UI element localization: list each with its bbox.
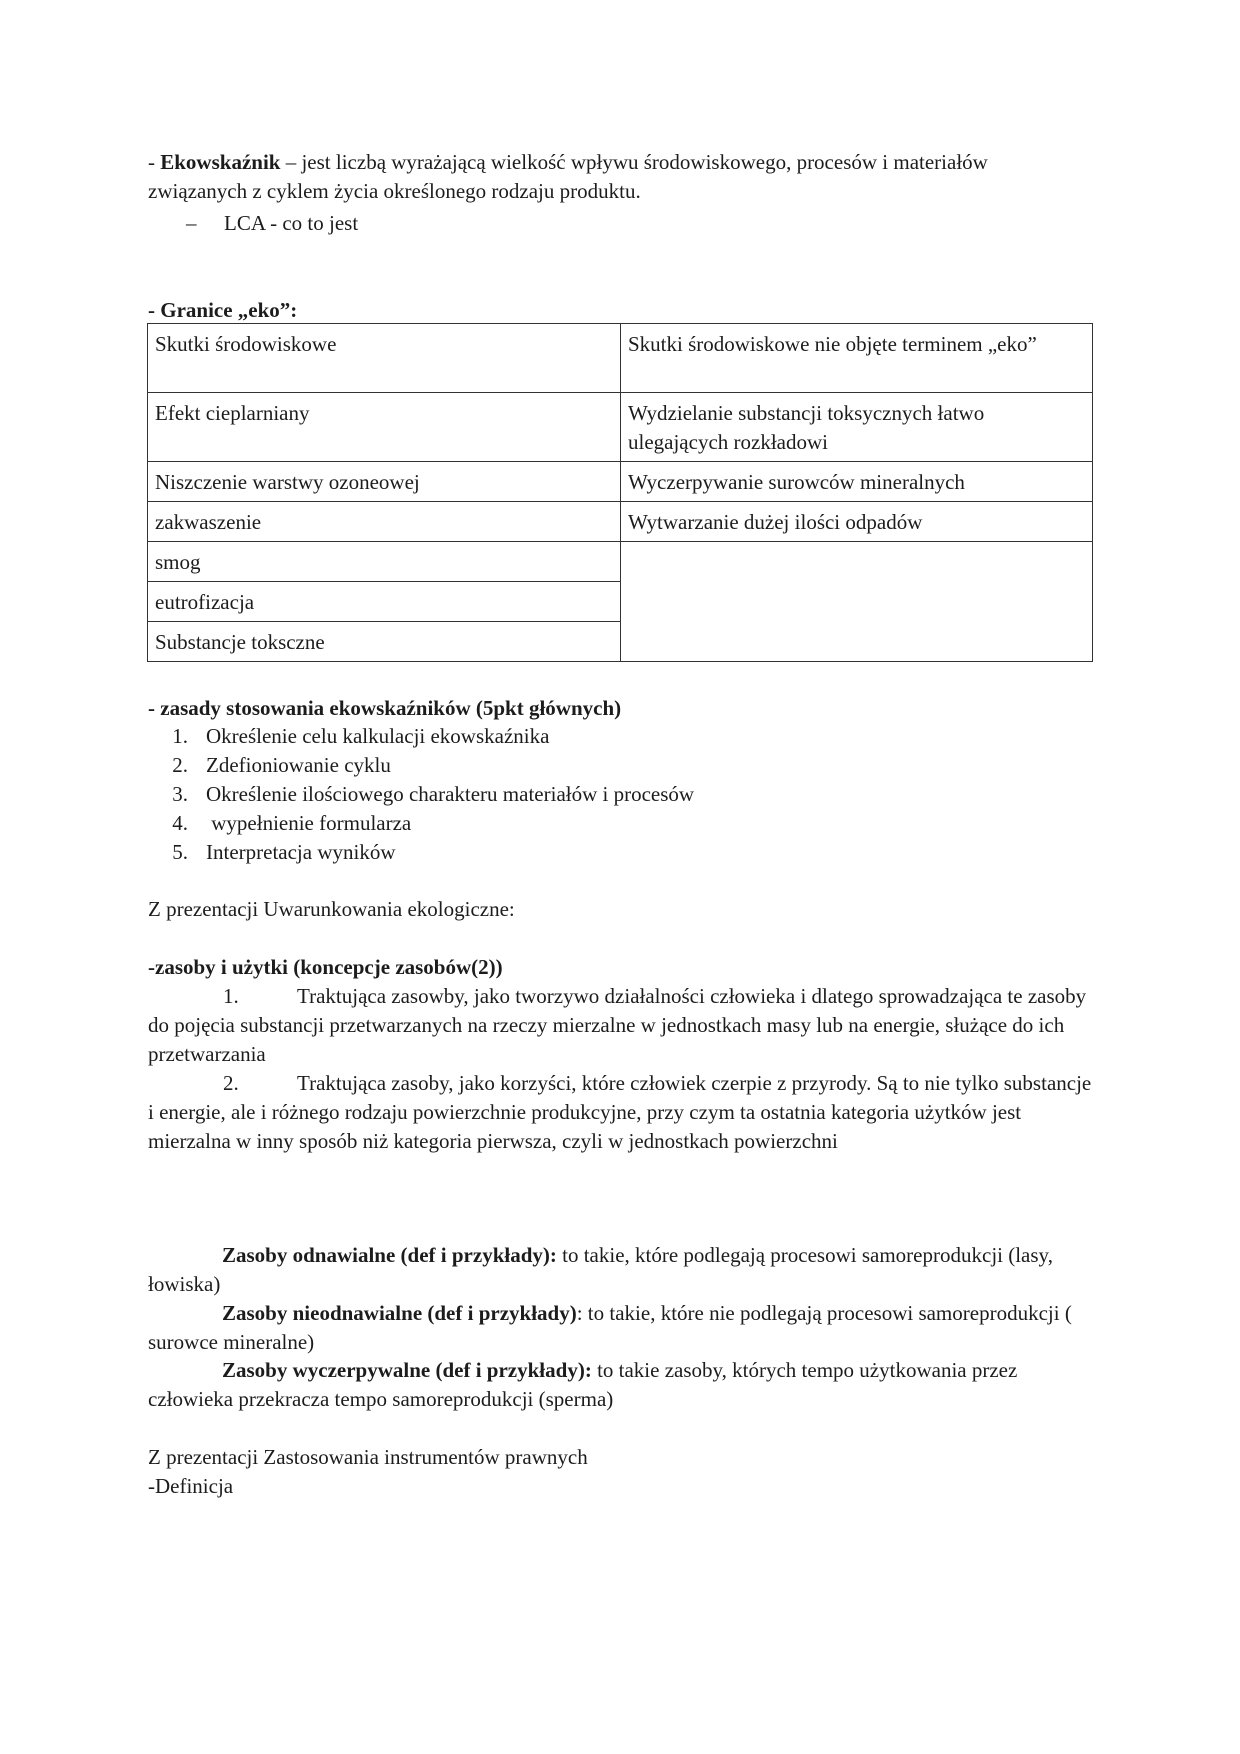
- list-item: [148, 809, 694, 838]
- zasoby-heading: [148, 953, 1088, 982]
- instrumenty-intro: Z prezentacji Zastosowania instrumentów prawnych: [148, 1445, 588, 1469]
- def-term: Zasoby nieodnawialne (def i przykłady): [222, 1301, 577, 1325]
- table-cell: smog: [148, 542, 621, 582]
- def-odnawialne: [148, 1241, 1093, 1299]
- ekowskaznik-definition: [148, 148, 1088, 206]
- def-text: : to takie, które nie podlegają procesowi samoreprodukcji ( surowce mineralne): [148, 1301, 1072, 1354]
- granice-heading-text: - Granice „eko”:: [148, 298, 298, 322]
- table-cell: zakwaszenie: [148, 502, 621, 542]
- table-cell: Wytwarzanie dużej ilości odpadów: [621, 502, 1093, 542]
- list-item: [148, 780, 694, 809]
- def-wyczerpywalne: [148, 1356, 1093, 1414]
- zasady-heading-text: - zasady stosowania ekowskaźników (5pkt głównych): [148, 696, 622, 720]
- definition-text: – jest liczbą wyrażającą wielkość wpływu środowiskowego, procesów i materiałów związanych z cyklem życia określonego rodzaju produktu.: [148, 150, 988, 203]
- definicja-line: -Definicja: [148, 1474, 234, 1498]
- table-cell: Wyczerpywanie surowców mineralnych: [621, 462, 1093, 502]
- list-number: 1.: [172, 724, 188, 748]
- table-row: [148, 462, 1093, 502]
- koncepcja-text: Traktująca zasowby, jako tworzywo działalności człowieka i dlatego sprowadzająca te zasoby do pojęcia substancji przetwarzanych na rzeczy mierzalne w jednostkach masy lub na energie, służące do ich przetwarzania: [148, 984, 1087, 1066]
- lca-item: [186, 209, 358, 238]
- def-term: Zasoby wyczerpywalne (def i przykłady):: [222, 1358, 592, 1382]
- table-cell: eutrofizacja: [148, 582, 621, 622]
- list-item: [148, 751, 694, 780]
- table-cell-empty: [621, 542, 1093, 662]
- list-number: 2.: [172, 753, 188, 777]
- list-number: 4.: [172, 811, 188, 835]
- eko-table: [147, 323, 1093, 662]
- list-number: 5.: [172, 840, 188, 864]
- table-cell: Wydzielanie substancji toksycznych łatwo ulegających rozkładowi: [621, 393, 1093, 462]
- zasady-heading: [148, 694, 1088, 723]
- dash-prefix: -: [148, 150, 161, 174]
- table-cell: Niszczenie warstwy ozoneowej: [148, 462, 621, 502]
- lca-text: LCA - co to jest: [224, 211, 359, 235]
- list-number: 3.: [172, 782, 188, 806]
- zasady-list: [148, 722, 694, 867]
- term-ekowskaznik: Ekowskaźnik: [160, 150, 281, 174]
- def-nieodnawialne: [148, 1299, 1093, 1357]
- koncepcja-number: 1.: [223, 984, 239, 1008]
- list-text: Zdefioniowanie cyklu: [206, 753, 391, 777]
- list-text: Określenie ilościowego charakteru materiałów i procesów: [206, 782, 695, 806]
- table-cell: Skutki środowiskowe: [148, 324, 621, 393]
- uwarunkowania-intro: Z prezentacji Uwarunkowania ekologiczne:: [148, 897, 515, 921]
- koncepcja-text: Traktująca zasoby, jako korzyści, które człowiek czerpie z przyrody. Są to nie tylko substancje i energie, ale i różnego rodzaju powierzchnie produkcyjne, przy czym ta ostatnia kategoria użytków jest mierzalna w inny sposób niż kategoria pierwsza, czyli w jednostkach powierzchni: [148, 1071, 1092, 1153]
- table-cell: Skutki środowiskowe nie objęte terminem „eko”: [621, 324, 1093, 393]
- table-cell: Efekt cieplarniany: [148, 393, 621, 462]
- koncepcja-1: [148, 982, 1093, 1069]
- def-text: to takie zasoby, których tempo użytkowania przez człowieka przekracza tempo samoreprodukcji (sperma): [148, 1358, 1018, 1411]
- def-term: Zasoby odnawialne (def i przykłady):: [222, 1243, 557, 1267]
- table-cell: Substancje toksczne: [148, 622, 621, 662]
- granice-heading: [148, 296, 1088, 325]
- list-text: Interpretacja wyników: [206, 840, 396, 864]
- dash-mark: –: [186, 211, 197, 235]
- list-item: [148, 838, 694, 867]
- table-row: [148, 393, 1093, 462]
- table-row: [148, 542, 1093, 582]
- zasoby-heading-text: -zasoby i użytki (koncepcje zasobów(2)): [148, 955, 503, 979]
- table-row: [148, 502, 1093, 542]
- table-row: [148, 324, 1093, 393]
- def-text: to takie, które podlegają procesowi samoreprodukcji (lasy, łowiska): [148, 1243, 1053, 1296]
- koncepcja-2: [148, 1069, 1093, 1156]
- list-text: Określenie celu kalkulacji ekowskaźnika: [206, 724, 550, 748]
- koncepcja-number: 2.: [223, 1071, 239, 1095]
- list-item: [148, 722, 694, 751]
- list-text: wypełnienie formularza: [206, 811, 412, 835]
